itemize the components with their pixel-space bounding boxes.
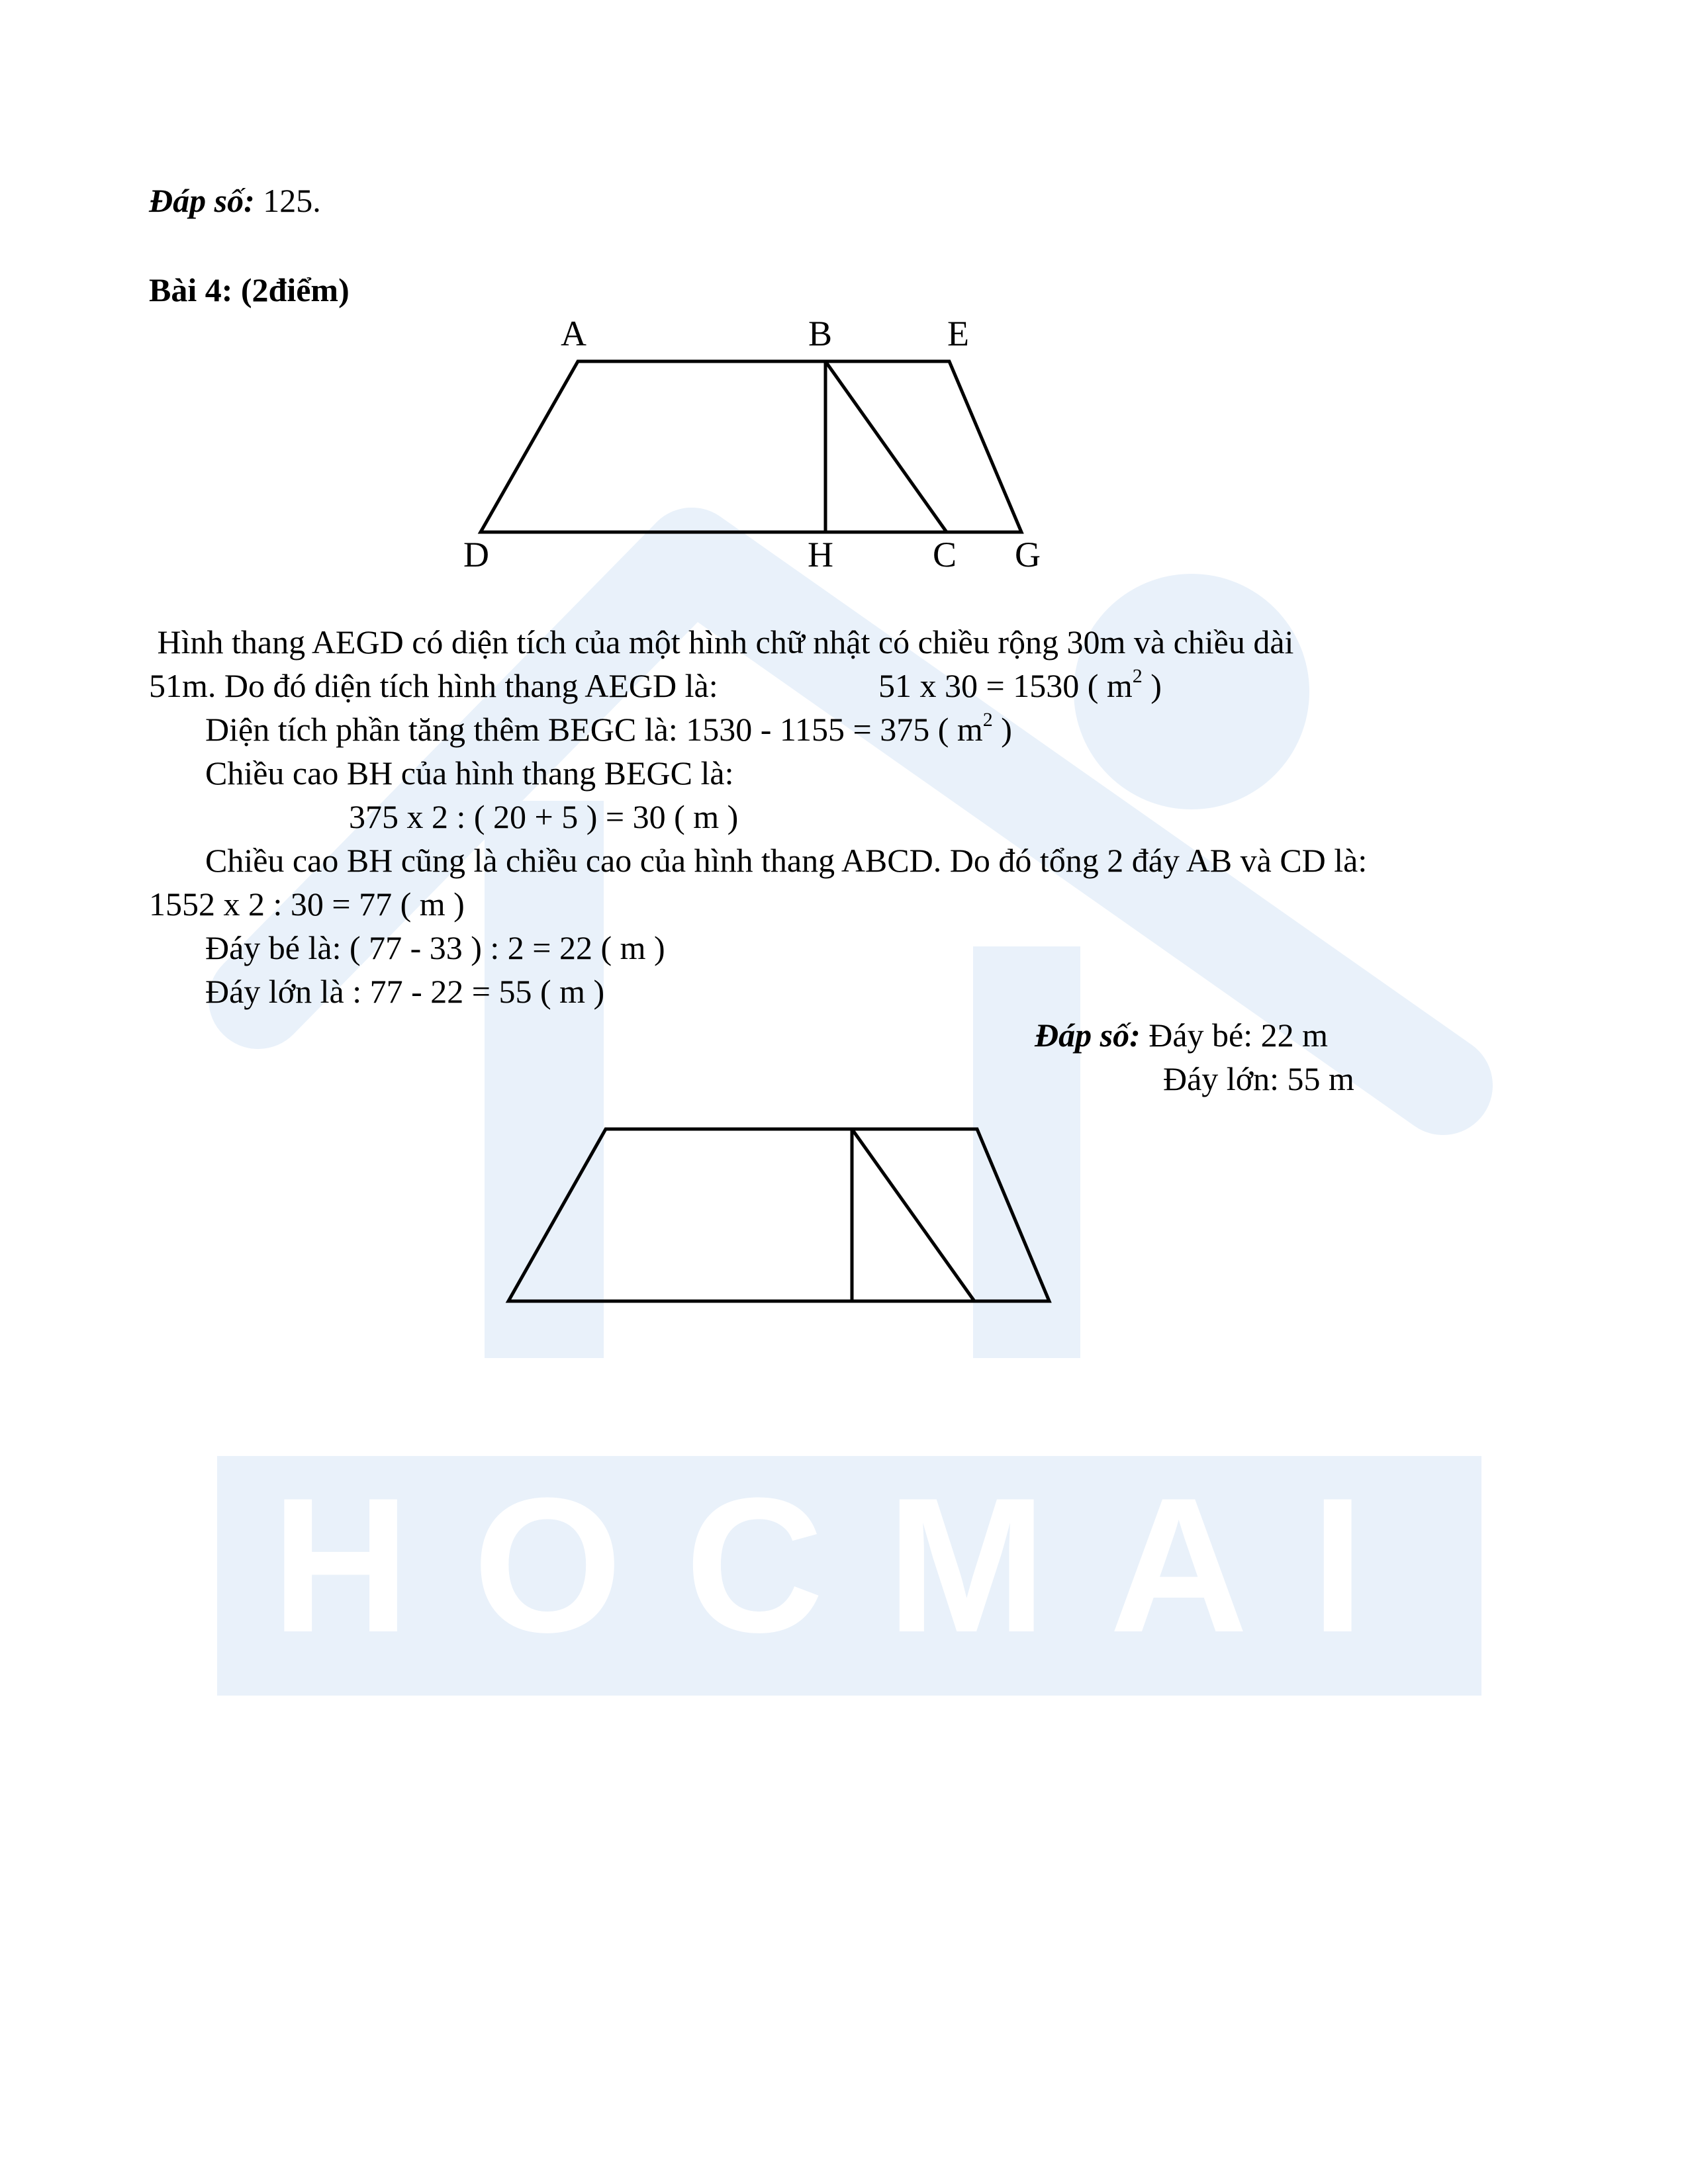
label-a: A [561,314,586,353]
solution-line-2-calc [878,666,1162,705]
solution-line-1: Hình thang AEGD có diện tích của một hình chữ nhật có chiều rộng 30m và chiều dài [149,623,1294,660]
solution-line-4: Chiều cao BH của hình thang BEGC là: [205,754,734,792]
label-d: D [463,535,489,574]
problem-title: Bài 4: (2điểm) [149,271,350,308]
previous-answer-value: 125. [254,182,321,219]
label-g: G [1015,535,1041,574]
label-h: H [808,535,833,574]
closing-paren: ) [992,711,1012,748]
previous-answer [149,181,321,220]
final-answer-large-base: Đáy lớn: 55 m [1163,1060,1354,1097]
previous-answer-label: Đáp số: [149,182,255,219]
final-answer-small-base: Đáy bé: 22 m [1140,1017,1328,1054]
solution-line-6: Chiều cao BH cũng là chiều cao của hình thang ABCD. Do đó tổng 2 đáy AB và CD là: [205,842,1368,879]
solution-line-2: 51m. Do đó diện tích hình thang AEGD là: [149,667,718,704]
area-aegd-calc: 51 x 30 = 1530 ( m [878,667,1133,704]
final-answer [1035,1015,1328,1055]
watermark-text: HOCMAI [271,1458,1428,1672]
unit-superscript: 2 [982,709,993,731]
solution-line-7: 1552 x 2 : 30 = 77 ( m ) [149,886,465,923]
label-e: E [947,314,969,353]
area-begc-calc: Diện tích phần tăng thêm BEGC là: 1530 - 1155 = 375 ( m [205,711,983,748]
solution-line-9: Đáy lớn là : 77 - 22 = 55 ( m ) [205,973,605,1010]
solution-line-3 [205,709,1012,749]
label-c: C [933,535,957,574]
closing-paren: ) [1142,667,1162,704]
unit-superscript: 2 [1132,665,1143,687]
label-b: B [808,314,833,353]
final-answer-label: Đáp số: [1035,1017,1141,1054]
solution-line-5: 375 x 2 : ( 20 + 5 ) = 30 ( m ) [349,798,739,835]
solution-line-8: Đáy bé là: ( 77 - 33 ) : 2 = 22 ( m ) [205,929,665,966]
